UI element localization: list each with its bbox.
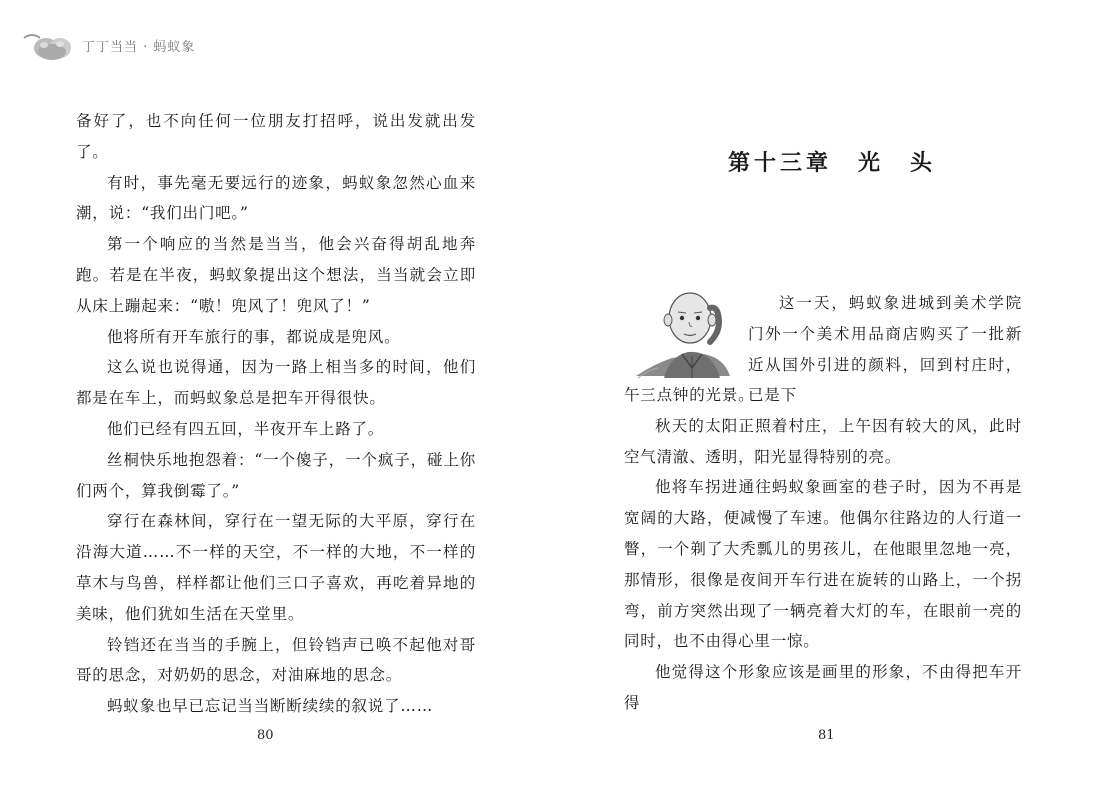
paragraph: 第一个响应的当然是当当，他会兴奋得胡乱地奔跑。若是在半夜，蚂蚁象提出这个想法，当当就会立即从床上蹦起来：“嗷！兜风了！兜风了！”: [76, 235, 476, 315]
left-page-body: [76, 106, 476, 722]
paragraph: 有时，事先毫无要远行的迹象，蚂蚁象忽然心血来潮，说：“我们出门吧。”: [76, 173, 476, 223]
bald-boy-illustration-icon: [634, 284, 752, 380]
paragraph: 秋天的太阳正照着村庄，上午因有较大的风，此时空气清澈、透明，阳光显得特别的亮。: [624, 416, 1022, 466]
paragraph: 他将所有开车旅行的事，都说成是兜风。: [107, 327, 401, 346]
paragraph: 这一天，蚂蚁象进城到美术学院门外一个美术用品商店购买了一批新近从国外引进的颜料，回到村庄时，已是下: [748, 294, 1022, 405]
paragraph: 这么说也说得通，因为一路上相当多的时间，他们都是在车上，而蚂蚁象总是把车开得很快。: [76, 358, 476, 408]
paragraph: 穿行在森林间，穿行在一望无际的大平原，穿行在沿海大道……不一样的天空，不一样的大地，不一样的草木与鸟兽，样样都让他们三口子喜欢，再吃着异地的美味，他们犹如生活在天堂里。: [76, 512, 476, 623]
paragraph: 他们已经有四五回，半夜开车上路了。: [107, 419, 385, 438]
paragraph: 他将车拐进通往蚂蚁象画室的巷子时，因为不再是宽阔的大路，便减慢了车速。他偶尔往路边的人行道一瞥，一个剃了大秃瓢儿的男孩儿，在他眼里忽地一亮，那情形，很像是夜间开车行进在旋转的山路上，一个拐弯，前方突然出现了一辆亮着大灯的车，在眼前一亮的同时，也不由得心里一惊。: [624, 478, 1022, 651]
right-page-body: [624, 380, 1022, 719]
right-page: [548, 0, 1096, 786]
series-title: 丁丁当当 · 蚂蚁象: [82, 39, 196, 55]
paragraph: 备好了，也不向任何一位朋友打招呼，说出发就出发了。: [76, 112, 476, 161]
paragraph: 午三点钟的光景。: [624, 386, 755, 404]
page-number: 80: [257, 728, 274, 743]
paragraph: 蚂蚁象也早已忘记当当断断续续的叙说了……: [107, 697, 434, 716]
page-number: 81: [818, 728, 835, 743]
paragraph: 丝桐快乐地抱怨着：“一个傻子，一个疯子，碰上你们两个，算我倒霉了。”: [76, 450, 476, 500]
chapter-title: 第十三章 光 头: [728, 150, 937, 176]
paragraph: 铃铛还在当当的手腕上，但铃铛声已唤不起他对哥哥的思念，对奶奶的思念，对油麻地的思念。: [76, 635, 476, 685]
paragraph: 他觉得这个形象应该是画里的形象，不由得把车开得: [624, 663, 1022, 712]
